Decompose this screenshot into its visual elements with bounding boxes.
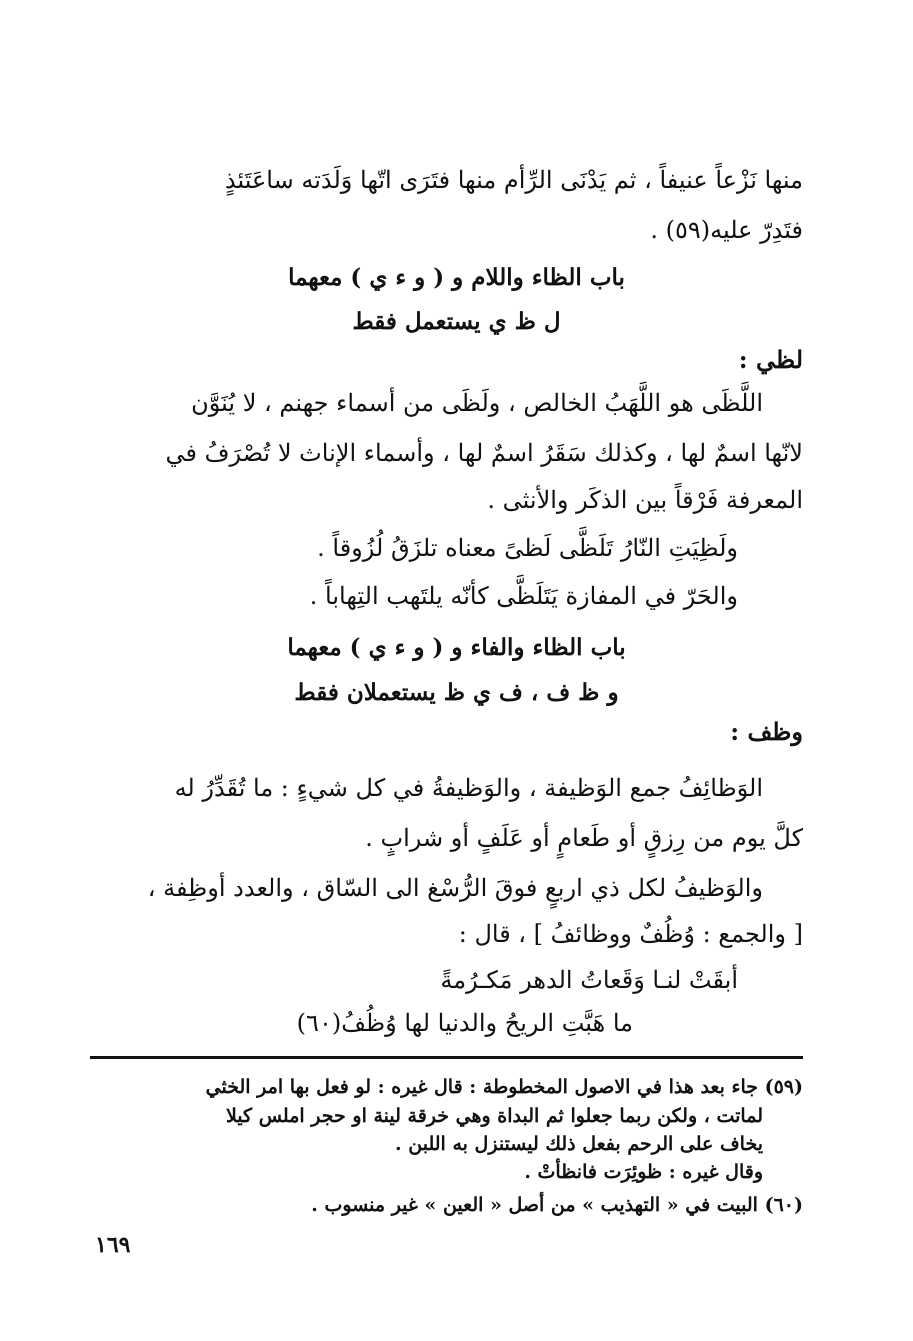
- body-line: منها نَزْعاً عنيفاً ، ثم يَدْنَى الرِّأم منها فتَرَى اتّها وَلَدَته ساعَتَئذٍ: [224, 166, 803, 194]
- section-title: باب الظاء والفاء و ( و ء ي ) معهما: [287, 634, 626, 661]
- body-line: كلَّ يوم من رِزقٍ أو طَعامٍ أو عَلَفٍ أو شرابٍ .: [365, 824, 803, 852]
- body-line: اللَّظَى هو اللَّهَبُ الخالص ، ولَظَى من أسماء جهنم ، لا يُنَوَّن: [191, 389, 763, 417]
- footnote-line: (٥٩) جاء بعد هذا في الاصول المخطوطة : قال غيره : لو فعل بها امر الخثي: [205, 1076, 803, 1098]
- body-line: المعرفة فَرْقاً بين الذكَر والأنثى .: [487, 486, 803, 514]
- body-line: فتَدِرّ عليه(٥٩) .: [650, 216, 803, 244]
- footnote-line: (٦٠) البيت في « التهذيب » من أصل « العين » غير منسوب .: [311, 1194, 803, 1216]
- section-subtitle: ل ظ ي يستعمل فقط: [352, 308, 561, 335]
- poem-line: ما هَبَّتِ الريحُ والدنيا لها وُظُفُ(٦٠): [296, 1009, 633, 1037]
- body-line: الوَظائِفُ جمع الوَظيفة ، والوَظيفةُ في كل شيءٍ : ما تُقَدِّرُ له: [174, 774, 763, 802]
- body-line: ولَظِيَتِ النّارُ تَلَظَّى لَظىً معناه تلزَقُ لُزُوقاً .: [317, 534, 738, 562]
- poem-line: أبقَتْ لنـا وَقَعاتُ الدهر مَكـرُمةً: [440, 966, 738, 994]
- footnote-line: يخاف على الرحم بفعل ذلك ليستنزل به اللبن .: [395, 1133, 763, 1155]
- section-title: باب الظاء واللام و ( و ء ي ) معهما: [288, 264, 625, 291]
- entry-head: لظي :: [738, 345, 803, 374]
- body-line: والوَظيفُ لكل ذي اربعٍ فوقَ الرُّسْغ الى السّاق ، والعدد أوظِفة ،: [147, 874, 763, 902]
- section-subtitle: و ظ ف ، ف ي ظ يستعملان فقط: [294, 679, 619, 706]
- entry-head: وظف :: [730, 717, 803, 746]
- footnote-line: وقال غيره : ظوئِرَت فانظأتْ .: [524, 1161, 763, 1183]
- body-line: والحَرّ في المفازة يَتَلَظَّى كأنّه يلتَهب التِهاباً .: [309, 582, 738, 610]
- page-number: ١٦٩: [95, 1232, 131, 1258]
- body-line: لانّها اسمٌ لها ، وكذلك سَقَرُ اسمٌ لها ، وأسماء الإناث لا تُصْرَفُ في: [165, 439, 803, 467]
- footnote-divider: [90, 1056, 803, 1059]
- footnote-line: لماتت ، ولكن ربما جعلوا ثم البداة وهي خرقة لينة او حجر املس كيلا: [225, 1105, 763, 1127]
- body-line: [ والجمع : وُظُفٌ ووظائفُ ] ، قال :: [458, 920, 803, 948]
